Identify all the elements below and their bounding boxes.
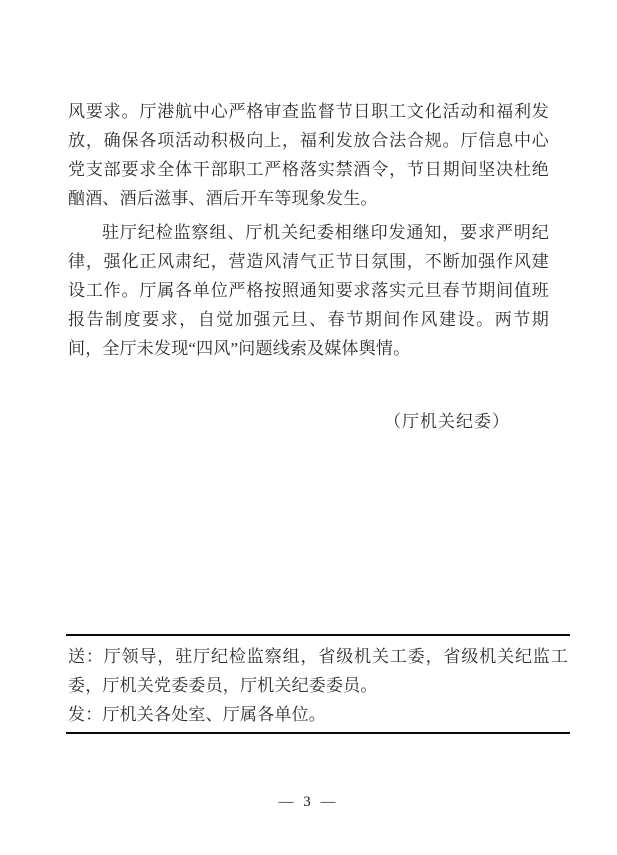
distribution-sent-to-line: 送：厅领导，驻厅纪检监察组，省级机关工委，省级机关纪监工委，厅机关党委委员，厅机关纪委委员。 bbox=[68, 647, 568, 695]
distribution-issued-to-line: 发：厅机关各处室、厅属各单位。 bbox=[68, 705, 326, 724]
paragraph-continuation: 风要求。厅港航中心严格审查监督节日职工文化活动和福利发放，确保各项活动积极向上，福利发放合法合规。厅信息中心党支部要求全体干部职工严格落实禁酒令，节日期间坚决杜绝酗酒、酒后滋事、酒后开车等现象发生。 bbox=[68, 102, 549, 208]
paragraph-notice: 驻厅纪检监察组、厅机关纪委相继印发通知，要求严明纪律，强化正风肃纪，营造风清气正节日氛围，不断加强作风建设工作。厅属各单位严格按照通知要求落实元旦春节期间值班报告制度要求，自觉加强元旦、春节期间作风建设。两节期间，全厅未发现“四风”问题线索及媒体舆情。 bbox=[68, 223, 549, 358]
distribution-block bbox=[66, 634, 570, 734]
page-number: — 3 — bbox=[278, 794, 339, 810]
body-text bbox=[68, 97, 549, 363]
signature-attribution: （厅机关纪委） bbox=[384, 412, 510, 431]
